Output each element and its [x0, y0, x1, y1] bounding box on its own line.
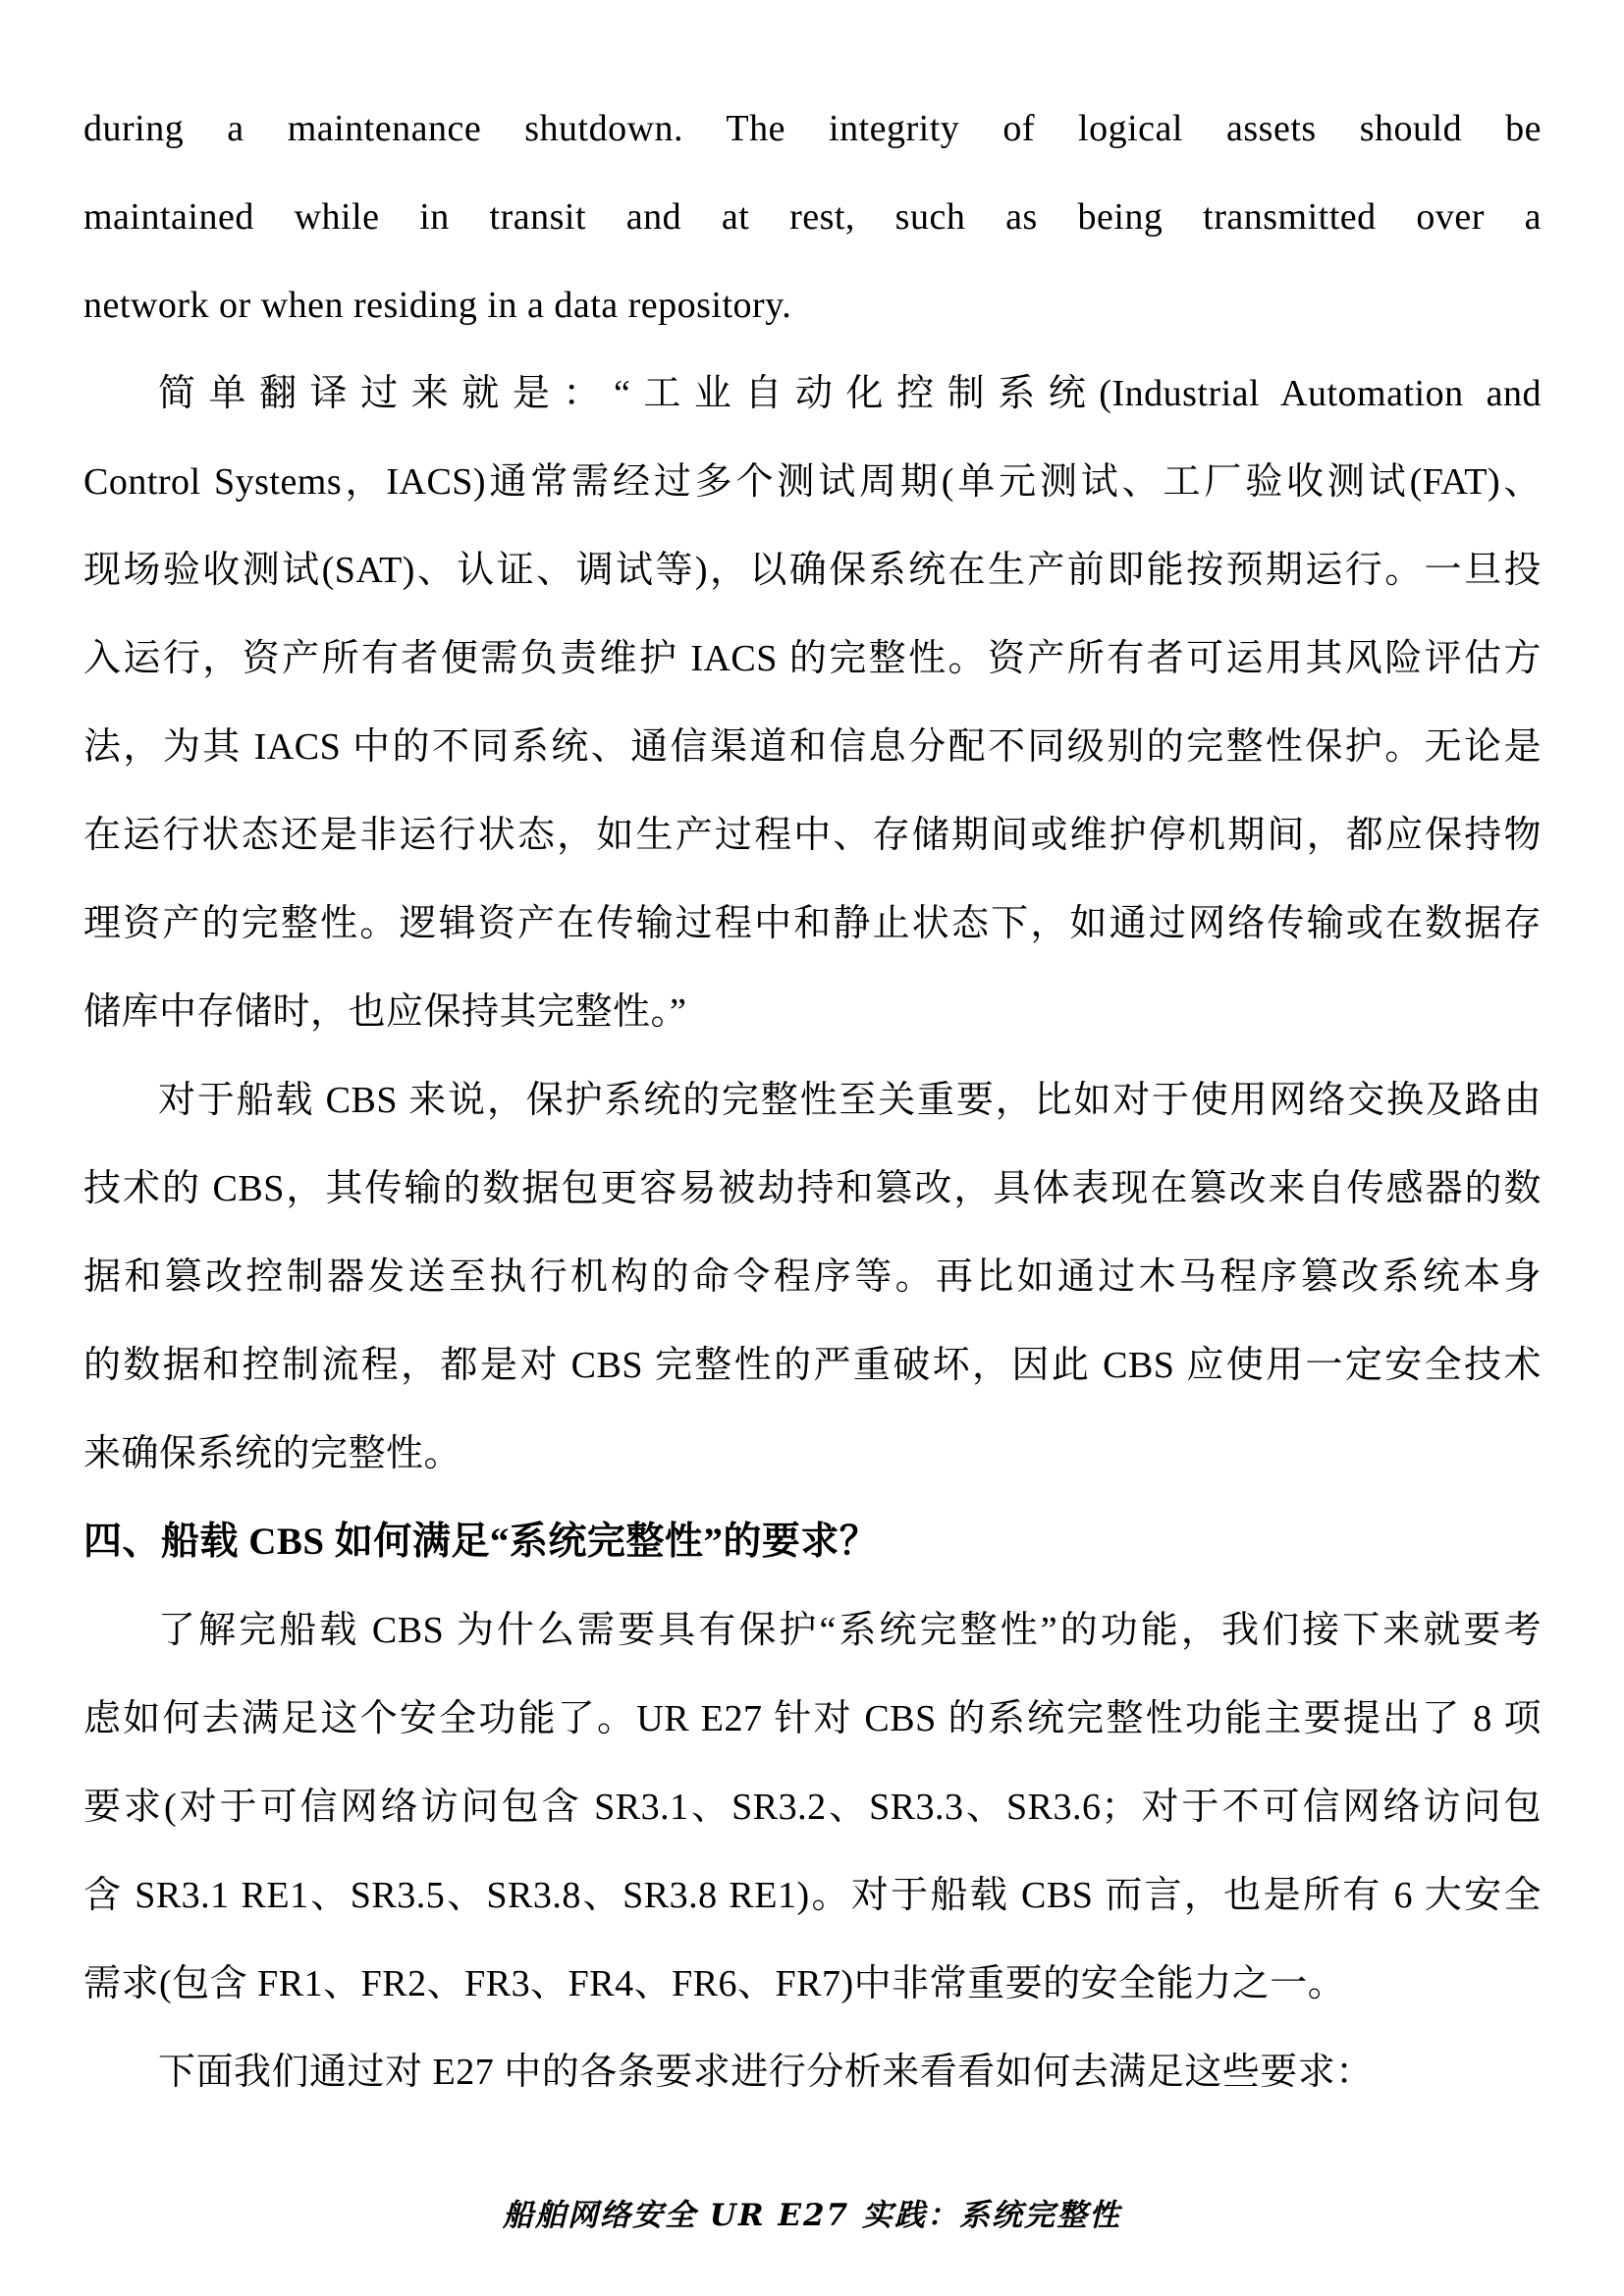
- text-line: 理资产的完整性。逻辑资产在传输过程中和静止状态下，如通过网络传输或在数据存: [83, 903, 1542, 944]
- text-line: 含 SR3.1 RE1、SR3.5、SR3.8、SR3.8 RE1)。对于船载 CBS 而言，也是所有 6 大安全: [83, 1875, 1542, 1916]
- text-line: during a maintenance shutdown. The integrity of logical assets should be: [83, 108, 1542, 149]
- text-line: network or when residing in a data repository.: [83, 285, 792, 326]
- text-line: 虑如何去满足这个安全功能了。UR E27 针对 CBS 的系统完整性功能主要提出了 8 项: [83, 1698, 1542, 1739]
- document-body: [83, 84, 1542, 2116]
- text-line: 的数据和控制流程，都是对 CBS 完整性的严重破坏，因此 CBS 应使用一定安全技术: [83, 1345, 1542, 1386]
- text-line: 下面我们通过对 E27 中的各条要求进行分析来看看如何去满足这些要求：: [158, 2052, 1374, 2093]
- text-line: 要求(对于可信网络访问包含 SR3.1、SR3.2、SR3.3、SR3.6；对于不可信网络访问包: [83, 1787, 1542, 1828]
- page-footer: 船舶网络安全 UR E27 实践：系统完整性: [503, 2198, 1121, 2233]
- text-line: maintained while in transit and at rest, such as being transmitted over a: [83, 196, 1542, 238]
- text-line: 储库中存储时，也应保持其完整性。”: [83, 991, 687, 1033]
- text-line: 来确保系统的完整性。: [83, 1433, 462, 1474]
- text-line: Control Systems，IACS)通常需经过多个测试周期(单元测试、工厂验收测试(FAT)、: [83, 461, 1542, 503]
- text-line: 入运行，资产所有者便需负责维护 IACS 的完整性。资产所有者可运用其风险评估方: [83, 638, 1542, 679]
- text-line: 据和篡改控制器发送至执行机构的命令程序等。再比如通过木马程序篡改系统本身: [83, 1256, 1542, 1298]
- section-heading: 四、船载 CBS 如何满足“系统完整性”的要求？: [83, 1521, 879, 1563]
- text-line: 法，为其 IACS 中的不同系统、通信渠道和信息分配不同级别的完整性保护。无论是: [83, 726, 1542, 768]
- text-line: 简单翻译过来就是：“工业自动化控制系统(Industrial Automation and: [158, 373, 1542, 414]
- text-line: 对于船载 CBS 来说，保护系统的完整性至关重要，比如对于使用网络交换及路由: [158, 1080, 1542, 1121]
- text-line: 技术的 CBS，其传输的数据包更容易被劫持和篡改，具体表现在篡改来自传感器的数: [83, 1168, 1542, 1209]
- text-line: 现场验收测试(SAT)、认证、调试等)，以确保系统在生产前即能按预期运行。一旦投: [83, 550, 1542, 591]
- text-line: 了解完船载 CBS 为什么需要具有保护“系统完整性”的功能，我们接下来就要考: [158, 1610, 1542, 1651]
- text-line: 需求(包含 FR1、FR2、FR3、FR4、FR6、FR7)中非常重要的安全能力之一。: [83, 1963, 1346, 2004]
- text-line: 在运行状态还是非运行状态，如生产过程中、存储期间或维护停机期间，都应保持物: [83, 815, 1542, 856]
